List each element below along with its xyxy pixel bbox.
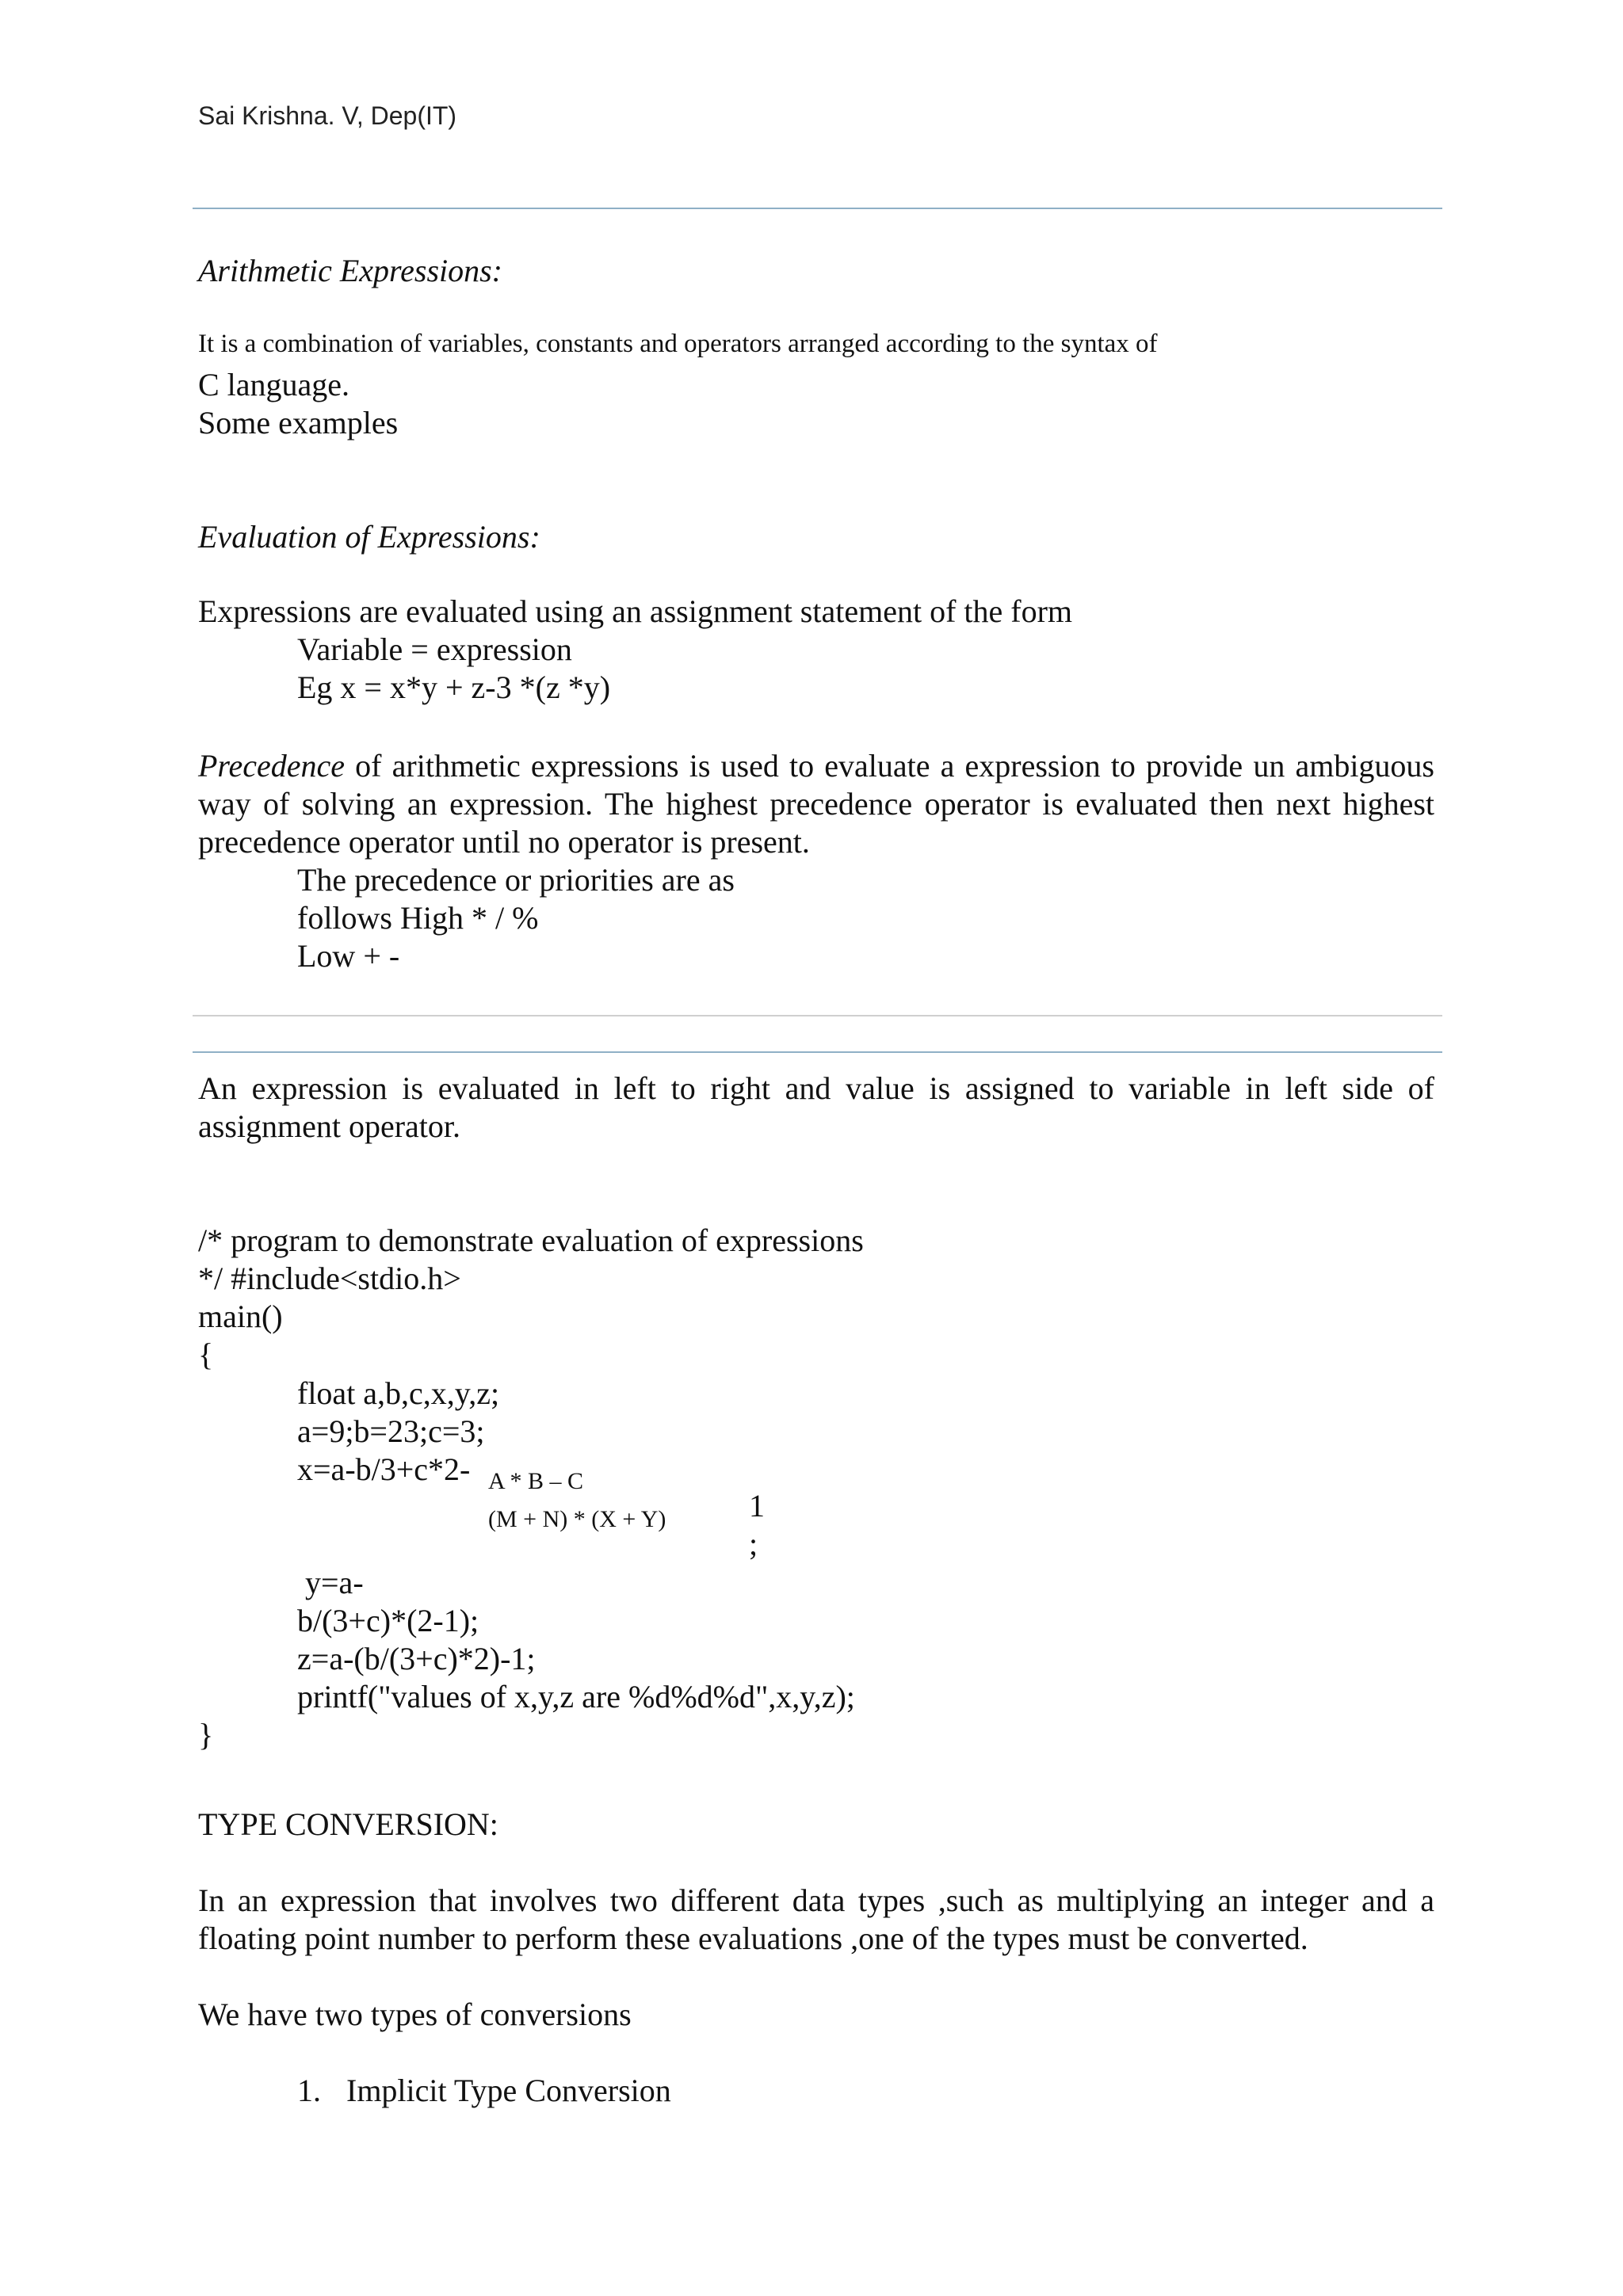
precedence-text: of arithmetic expressions is used to evaluate a expression to provide un ambiguous way of solving an expression. The highest precedence operator is evaluated then next highest precedence operator until no operator is present. <box>198 748 1434 860</box>
program-header <box>198 1222 864 1374</box>
heading-arithmetic-expressions: Arithmetic Expressions: <box>198 253 503 288</box>
eval-example: Eg x = x*y + z-3 *(z *y) <box>297 669 611 705</box>
arith-text-line2: C language. <box>198 367 350 402</box>
list-item-implicit-conversion: Implicit Type Conversion <box>346 2073 671 2108</box>
program-open-brace: { <box>198 1337 214 1372</box>
types-intro: We have two types of conversions <box>198 1997 632 2032</box>
header-divider <box>193 208 1442 209</box>
program-comment-line1: /* program to demonstrate evaluation of expressions <box>198 1222 864 1258</box>
precedence-line2: follows High * / % <box>297 900 539 936</box>
program-z-line: z=a-(b/(3+c)*2)-1; <box>297 1641 536 1676</box>
page-header-author: Sai Krishna. V, Dep(IT) <box>198 101 457 130</box>
precedence-line1: The precedence or priorities are as <box>297 862 735 898</box>
section-divider-gray <box>193 1015 1442 1016</box>
program-comment-line2: */ #include<stdio.h> <box>198 1261 461 1296</box>
type-conversion-paragraph: In an expression that involves two different data types ,such as multiplying an integer and a floating point number to perform these evaluations ,one of the types must be converted. <box>198 1882 1434 1956</box>
heading-type-conversion: TYPE CONVERSION: <box>198 1806 498 1842</box>
program-close-brace: } <box>198 1717 214 1753</box>
program-x-expr: x=a-b/3+c*2- <box>297 1451 471 1487</box>
fraction-denominator: (M + N) * (X + Y) <box>488 1506 666 1532</box>
arith-text-line3: Some examples <box>198 405 399 441</box>
program-one: 1 <box>749 1488 765 1524</box>
program-y-line2: b/(3+c)*(2-1); <box>297 1603 479 1638</box>
heading-evaluation-of-expressions: Evaluation of Expressions: <box>198 519 540 555</box>
precedence-term: Precedence <box>198 748 346 784</box>
order-paragraph: An expression is evaluated in left to right and value is assigned to variable in left side of assignment operator. <box>198 1070 1434 1144</box>
precedence-paragraph <box>198 747 1434 861</box>
section-divider-blue <box>193 1051 1442 1053</box>
eval-form: Variable = expression <box>297 631 572 667</box>
list-item-number: 1. <box>297 2073 321 2108</box>
program-semicolon: ; <box>749 1526 758 1562</box>
program-main: main() <box>198 1299 283 1334</box>
program-y-line1: y=a- <box>297 1565 364 1600</box>
fraction-numerator: A * B – C <box>488 1468 584 1494</box>
program-decl: float a,b,c,x,y,z; <box>297 1375 500 1411</box>
program-printf: printf("values of x,y,z are %d%d%d",x,y,z); <box>297 1679 855 1714</box>
program-assign: a=9;b=23;c=3; <box>297 1413 485 1449</box>
eval-intro: Expressions are evaluated using an assignment statement of the form <box>198 593 1073 629</box>
arith-text-line1: It is a combination of variables, constants and operators arranged according to the syntax of <box>198 330 1158 358</box>
precedence-line3: Low + - <box>297 938 400 974</box>
